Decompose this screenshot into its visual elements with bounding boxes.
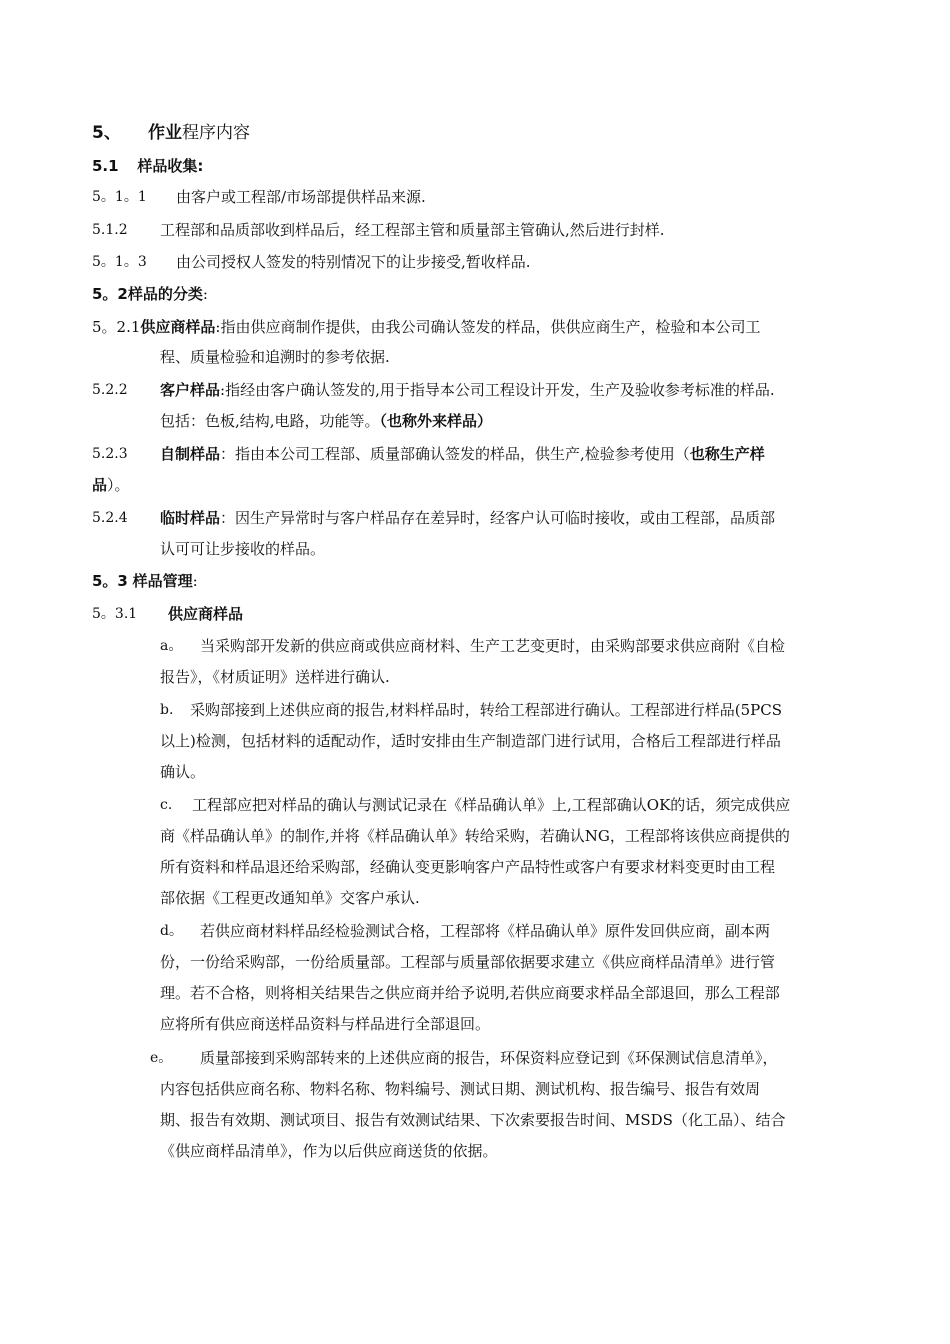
item-number: 5。3.1 [92, 606, 138, 622]
item-5-2-4 [160, 508, 775, 528]
item-term: 客户样品 [160, 381, 221, 399]
item-term: 供应商样品 [168, 605, 244, 623]
item-number: 5.2.2 [92, 382, 128, 398]
list-label: e。 [150, 1050, 173, 1066]
list-item-text: 内容包括供应商名称、物料名称、物料编号、测试日期、测试机构、报告编号、报告有效周 [160, 1080, 761, 1098]
list-label: b. [160, 702, 174, 718]
list-item-text: 期、报告有效期、测试项目、报告有效测试结果、下次索要报告时间、MSDS（化工品）、结合 [160, 1111, 786, 1129]
item-text: ：因生产异常时与客户样品存在差异时，经客户认可临时接收，或由工程部，品质部 [220, 509, 776, 527]
list-item-text: 质量部接到采购部转来的上述供应商的报告，环保资料应登记到《环保测试信息清单》， [200, 1049, 778, 1067]
item-number: 5。1。3 [92, 254, 147, 270]
item-number: 5.2.4 [92, 510, 128, 526]
section-number: 5、 [92, 123, 121, 143]
item-number: 5。2.1 [92, 318, 141, 336]
list-item-text: 部依据《工程更改通知单》交客户承认. [160, 889, 420, 907]
list-label: a。 [160, 638, 183, 654]
list-item-text: 商《样品确认单》的制作,并将《样品确认单》转给采购，若确认NG，工程部将该供应商提供的 [160, 827, 790, 845]
section-title [148, 123, 250, 143]
list-item-text: 若供应商材料样品经检验测试合格，工程部将《样品确认单》原件发回供应商，副本两 [200, 922, 771, 940]
item-term: 临时样品 [160, 509, 221, 527]
item-term: 自制样品 [160, 445, 221, 463]
subsection-title: 样品收集: [137, 157, 204, 175]
subsection-5-3-heading [92, 571, 198, 591]
list-item-text: 所有资料和样品退还给采购部，经确认变更影响客户产品特性或客户有要求材料变更时由工程 [160, 858, 776, 876]
item-note: 品 [92, 476, 108, 494]
subsection-title: 样品管理 [132, 572, 193, 590]
list-item-text: 理。若不合格，则将相关结果告之供应商并给予说明,若供应商要求样品全部退回，那么工程部 [160, 984, 780, 1002]
list-item-text: 当采购部开发新的供应商或供应商材料、生产工艺变更时，由采购部要求供应商附《自检 [200, 637, 786, 655]
section-title-rest: 程序内容 [182, 123, 250, 143]
list-item-text: 确认。 [160, 763, 206, 781]
item-term: 供应商样品 [140, 318, 216, 336]
item-text-continued [92, 475, 130, 495]
list-item-text: 应将所有供应商送样品资料与样品进行全部退回。 [160, 1015, 491, 1033]
item-title [168, 604, 243, 624]
item-5-2-1 [92, 317, 760, 337]
item-text: 工程部和品质部收到样品后，经工程部主管和质量部主管确认,然后进行封样. [160, 221, 665, 239]
item-text: 包括：色板,结构,电路，功能等。 [160, 412, 380, 430]
item-number: 5。1。1 [92, 189, 147, 205]
item-text: ）。 [107, 476, 130, 494]
list-item-text: 采购部接到上述供应商的报告,材料样品时，转给工程部进行确认。工程部进行样品(5PCS [190, 701, 783, 719]
item-text-continued: 认可可让步接收的样品。 [160, 540, 326, 558]
list-label: c. [160, 797, 173, 813]
section-title-bold: 作业 [148, 123, 182, 143]
list-item-text: 报告》，《材质证明》送样进行确认. [160, 668, 390, 686]
item-number: 5.1.2 [92, 222, 128, 238]
subsection-colon: : [202, 285, 208, 303]
subsection-number: 5。3 [92, 572, 128, 590]
subsection-5-1-heading [92, 156, 203, 176]
item-number: 5.2.3 [92, 446, 128, 462]
section-heading [92, 123, 121, 143]
subsection-title: 样品的分类 [127, 285, 203, 303]
list-item-text: 份，一份给采购部，一份给质量部。工程部与质量部依据要求建立《供应商样品清单》进行管 [160, 953, 776, 971]
item-note: （也称外来样品） [379, 412, 493, 430]
item-text: :指由供应商制作提供，由我公司确认签发的样品，供供应商生产，检验和本公司工 [215, 318, 761, 336]
item-text-continued [160, 411, 492, 431]
item-note: 也称生产样 [689, 445, 765, 463]
item-text: 由客户或工程部/市场部提供样品来源. [176, 188, 426, 206]
item-text: :指经由客户确认签发的,用于指导本公司工程设计开发，生产及验收参考标准的样品. [220, 381, 775, 399]
item-text: ：指由本公司工程部、质量部确认签发的样品，供生产,检验参考使用（ [220, 445, 690, 463]
subsection-number: 5。2 [92, 285, 128, 303]
item-text-continued: 程、质量检验和追溯时的参考依据. [160, 348, 390, 366]
list-label: d。 [160, 923, 183, 939]
item-5-2-2 [160, 380, 775, 400]
item-text: 由公司授权人签发的特别情况下的让步接受,暂收样品. [176, 253, 531, 271]
list-item-text: 以上)检测，包括材料的适配动作，适时安排由生产制造部门进行试用，合格后工程部进行样品 [160, 732, 781, 750]
subsection-5-2-heading [92, 284, 208, 304]
list-item-text: 《供应商样品清单》，作为以后供应商送货的依据。 [160, 1142, 498, 1160]
list-item-text: 工程部应把对样品的确认与测试记录在《样品确认单》上,工程部确认OK的话，须完成供应 [192, 796, 791, 814]
subsection-colon: : [192, 572, 198, 590]
subsection-number: 5.1 [92, 157, 119, 175]
item-5-2-3 [160, 444, 765, 464]
